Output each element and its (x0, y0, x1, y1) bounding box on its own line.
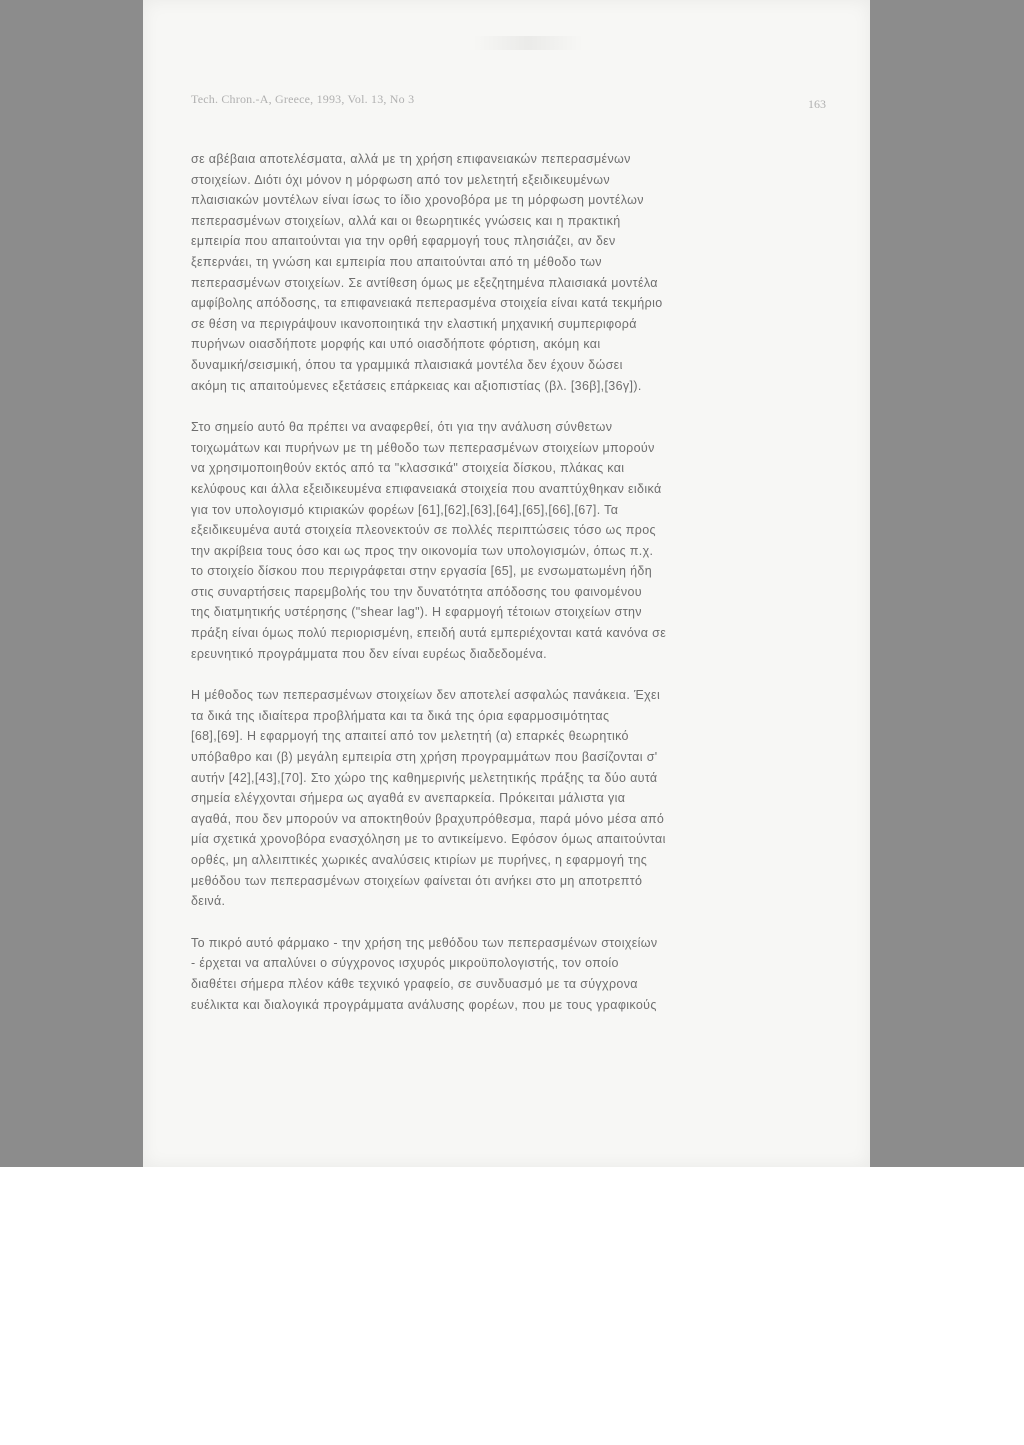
text-line: εξειδικευμένα αυτά στοιχεία πλεονεκτούν σε πολλές περιπτώσεις τόσο ως προς (191, 523, 656, 538)
text-line: εμπειρία που απαιτούνται για την ορθή εφαρμογή τους πλησιάζει, αν δεν (191, 234, 616, 249)
text-line: Το πικρό αυτό φάρμακο - την χρήση της μεθόδου των πεπερασμένων στοιχείων (191, 935, 658, 950)
scan-smudge (473, 36, 583, 50)
text-line: για τον υπολογισμό κτιριακών φορέων [61],[62],[63],[64],[65],[66],[67]. Τα (191, 502, 619, 517)
text-line: ευέλικτα και διαλογικά προγράμματα ανάλυσης φορέων, που με τους γραφικούς (191, 997, 657, 1012)
paragraph (191, 685, 824, 912)
running-head: Tech. Chron.-A, Greece, 1993, Vol. 13, No 3 (191, 92, 415, 106)
text-line: μία σχετικά χρονοβόρα ενασχόληση με το αντικείμενο. Εφόσον όμως απαιτούνται (191, 832, 666, 847)
text-line: μεθόδου των πεπερασμένων στοιχείων φαίνεται ότι ανήκει στο μη αποτρεπτό (191, 873, 643, 888)
text-line: πράξη είναι όμως πολύ περιορισμένη, επειδή αυτά εμπεριέχονται κατά κανόνα σε (191, 626, 667, 641)
text-line: αγαθά, που δεν μπορούν να αποκτηθούν βραχυπρόθεσμα, παρά μόνο μέσα από (191, 811, 665, 826)
text-line: ερευνητικό προγράμματα που δεν είναι ευρέως διαδεδομένα. (191, 646, 548, 661)
text-line: υπόβαθρο και (β) μεγάλη εμπειρία στη χρήση προγραμμάτων που βασίζονται σ' (191, 750, 658, 765)
text-line: πεπερασμένων στοιχείων. Σε αντίθεση όμως με εξεζητημένα πλαισιακά μοντέλα (191, 275, 658, 290)
text-line: κελύφους και άλλα εξειδικευμένα επιφανειακά στοιχεία που αναπτύχθηκαν ειδικά (191, 481, 662, 496)
text-line: πυρήνων οιασδήποτε μορφής και υπό οιασδήποτε φόρτιση, ακόμη και (191, 337, 601, 352)
text-line: Η μέθοδος των πεπερασμένων στοιχείων δεν αποτελεί ασφαλώς πανάκεια. Έχει (191, 688, 661, 703)
text-line: πεπερασμένων στοιχείων, αλλά και οι θεωρητικές γνώσεις και η πρακτική (191, 213, 621, 228)
text-line: το στοιχείο δίσκου που περιγράφεται στην εργασία [65], με ενσωματωμένη ήδη (191, 564, 653, 579)
page-number: 163 (808, 97, 826, 111)
text-line: δυναμική/σεισμική, όπου τα γραμμικά πλαισιακά μοντέλα δεν έχουν δώσει (191, 357, 623, 372)
text-line: Στο σημείο αυτό θα πρέπει να αναφερθεί, ότι για την ανάλυση σύνθετων (191, 420, 613, 435)
paragraph-gap (191, 912, 824, 933)
text-line: να χρησιμοποιηθούν εκτός από τα "κλασσικά" στοιχεία δίσκου, πλάκας και (191, 461, 625, 476)
text-line: ακόμη τις απαιτούμενες εξετάσεις επάρκειας και αξιοπιστίας (βλ. [36β],[36γ]). (191, 378, 642, 393)
text-line: ξεπερνάει, τη γνώση και εμπειρία που απαιτούνται από τη μέθοδο των (191, 254, 602, 269)
text-line: αυτήν [42],[43],[70]. Στο χώρο της καθημερινής μελετητικής πράξης τα δύο αυτά (191, 770, 658, 785)
paper-sheet (143, 0, 870, 1167)
text-line: δεινά. (191, 894, 226, 909)
text-line: σημεία ελέγχονται σήμερα ως αγαθά εν ανεπαρκεία. Πρόκειται μάλιστα για (191, 791, 626, 806)
text-line: στοιχείων. Διότι όχι μόνον η μόρφωση από τον μελετητή εξειδικευμένων (191, 172, 610, 187)
text-line: σε αβέβαια αποτελέσματα, αλλά με τη χρήση επιφανειακών πεπερασμένων (191, 152, 631, 166)
text-line: πλαισιακών μοντέλων είναι ίσως το ίδιο χρονοβόρα με τη μόρφωση μοντέλων (191, 193, 644, 208)
text-line: [68],[69]. Η εφαρμογή της απαιτεί από τον μελετητή (α) επαρκές θεωρητικό (191, 729, 629, 744)
text-line: την ακρίβεια τους όσο και ως προς την οικονομία των υπολογισμών, όπως π.χ. (191, 543, 654, 558)
blank-margin (0, 1167, 1024, 1445)
text-line: τα δικά της ιδιαίτερα προβλήματα και τα δικά της όρια εφαρμοσιμότητας (191, 708, 610, 723)
paragraph-gap (191, 664, 824, 685)
text-line: σε θέση να περιγράψουν ικανοποιητικά την ελαστική μηχανική συμπεριφορά (191, 316, 637, 331)
text-line: τοιχωμάτων και πυρήνων με τη μέθοδο των πεπερασμένων στοιχείων μπορούν (191, 440, 655, 455)
text-line: της διατμητικής υστέρησης ("shear lag"). Η εφαρμογή τέτοιων στοιχείων στην (191, 605, 642, 620)
paragraph-gap (191, 396, 824, 417)
text-line: αμφίβολης απόδοσης, τα επιφανειακά πεπερασμένα στοιχεία είναι κατά τεκμήριο (191, 296, 663, 311)
paragraph (191, 417, 824, 664)
paragraph (191, 149, 824, 396)
paragraph (191, 933, 824, 1015)
text-line: - έρχεται να απαλύνει ο σύγχρονος ισχυρός μικροϋπολογιστής, τον οποίο (191, 956, 619, 971)
article-body (191, 149, 824, 1015)
text-line: ορθές, μη αλλειπτικές χωρικές αναλύσεις κτιρίων με πυρήνες, η εφαρμογή της (191, 853, 648, 867)
text-line: στις συναρτήσεις παρεμβολής του την δυνατότητα απόδοσης του φαινομένου (191, 584, 642, 599)
text-line: διαθέτει σήμερα πλέον κάθε τεχνικό γραφείο, σε συνδυασμό με τα σύγχρονα (191, 976, 638, 991)
